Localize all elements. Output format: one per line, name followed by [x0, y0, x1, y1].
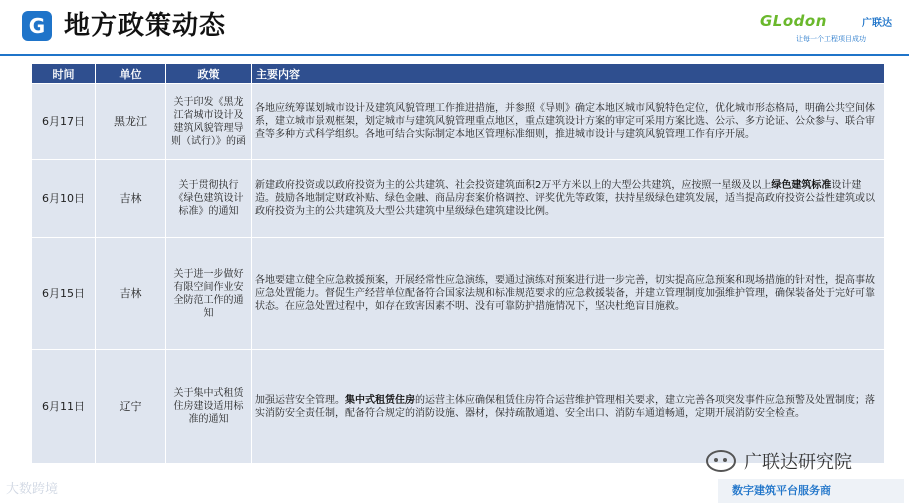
wechat-icon [706, 450, 736, 472]
footer-slogan: 数字建筑平台服务商 [732, 484, 831, 497]
app-logo-icon: G [22, 11, 52, 41]
content-text: 加强运营安全管理。 [255, 394, 345, 406]
page-title: 地方政策动态 [64, 11, 227, 41]
table-row [32, 238, 885, 350]
content-text: 设计建造。鼓励各地制定财政补贴、绿色金融、商品房套案价格调控、评奖优先等政策，扶持星级绿色建筑发展，适当提高政府投资公益性建筑或以政府投资为主的公共建筑及大型公共建筑中星级绿色建筑建设比例。 [255, 180, 875, 217]
cell-date: 6月17日 [32, 84, 96, 160]
cell-unit: 吉林 [96, 160, 166, 238]
policy-table [31, 63, 885, 464]
content-text: 的运营主体应确保租赁住房符合运营维护管理相关要求，建立完善各项突发事件应急预警及处置制度；落实消防安全责任制，配备符合规定的消防设施、器材，保持疏散通道、安全出口、消防车通道畅通，定期开展消防安全检查。 [255, 394, 875, 419]
company-logo [760, 12, 900, 46]
table-row [32, 160, 885, 238]
cell-content: 各地要建立健全应急救援预案，开展经常性应急演练，要通过演练对预案进行进一步完善，切实提高应急预案和现场措施的针对性，提高事故应急处置能力。督促生产经营单位配备符合国家法规和标准规范要求的应急救援装备，并建立管理制度加强维护管理，确保装备处于完好可靠状态。在应急处置过程中，如存在致害因素不明、没有可靠防护措施情况下，坚决杜绝盲目施救。 [252, 238, 885, 350]
column-header-unit: 单位 [96, 64, 166, 84]
logo-slogan: 让每一个工程项目成功 [796, 35, 866, 43]
cell-content [252, 160, 885, 238]
cell-date: 6月11日 [32, 350, 96, 464]
cell-date: 6月10日 [32, 160, 96, 238]
cell-content: 各地应统筹谋划城市设计及建筑风貌管理工作推进措施，并参照《导则》确定本地区城市风貌特色定位，优化城市形态格局，明确公共空间体系，建立城市景观框架，划定城市与建筑风貌管理重点地区，重点建筑设计方案的审定可采用方案比选、公示、多方论证、公众参与、联合审查等多种方式科学组织。各地可结合实际制定本地区管理标准细则，推进城市设计与建筑风貌管理工作有序开展。 [252, 84, 885, 160]
content-bold-text: 绿色建筑标准 [771, 180, 832, 191]
cell-unit: 黑龙江 [96, 84, 166, 160]
cell-policy: 关于印发《黑龙江省城市设计及建筑风貌管理导则（试行）》的函 [166, 84, 252, 160]
watermark-right [706, 448, 896, 474]
table-header-row [32, 64, 885, 84]
cell-policy: 关于贯彻执行《绿色建筑设计标准》的通知 [166, 160, 252, 238]
content-bold-text: 集中式租赁住房 [345, 394, 415, 406]
watermark-left: 大数跨境 [6, 482, 59, 497]
cell-policy: 关于集中式租赁住房建设适用标准的通知 [166, 350, 252, 464]
cell-policy: 关于进一步做好有限空间作业安全防范工作的通知 [166, 238, 252, 350]
cell-date: 6月15日 [32, 238, 96, 350]
column-header-policy: 政策 [166, 64, 252, 84]
column-header-content: 主要内容 [252, 64, 885, 84]
content-text: 新建政府投资或以政府投资为主的公共建筑、社会投资建筑面积2万平方米以上的大型公共建筑，应按照一星级及以上 [255, 180, 772, 191]
logo-brand-cn: 广联达 [862, 18, 892, 29]
column-header-date: 时间 [32, 64, 96, 84]
header-divider [0, 54, 909, 56]
cell-unit: 辽宁 [96, 350, 166, 464]
watermark-account-name: 广联达研究院 [744, 452, 852, 473]
cell-unit: 吉林 [96, 238, 166, 350]
table-row [32, 84, 885, 160]
header [0, 0, 909, 56]
logo-brand: GLodon [760, 12, 827, 30]
table-row [32, 350, 885, 464]
cell-content [252, 350, 885, 464]
